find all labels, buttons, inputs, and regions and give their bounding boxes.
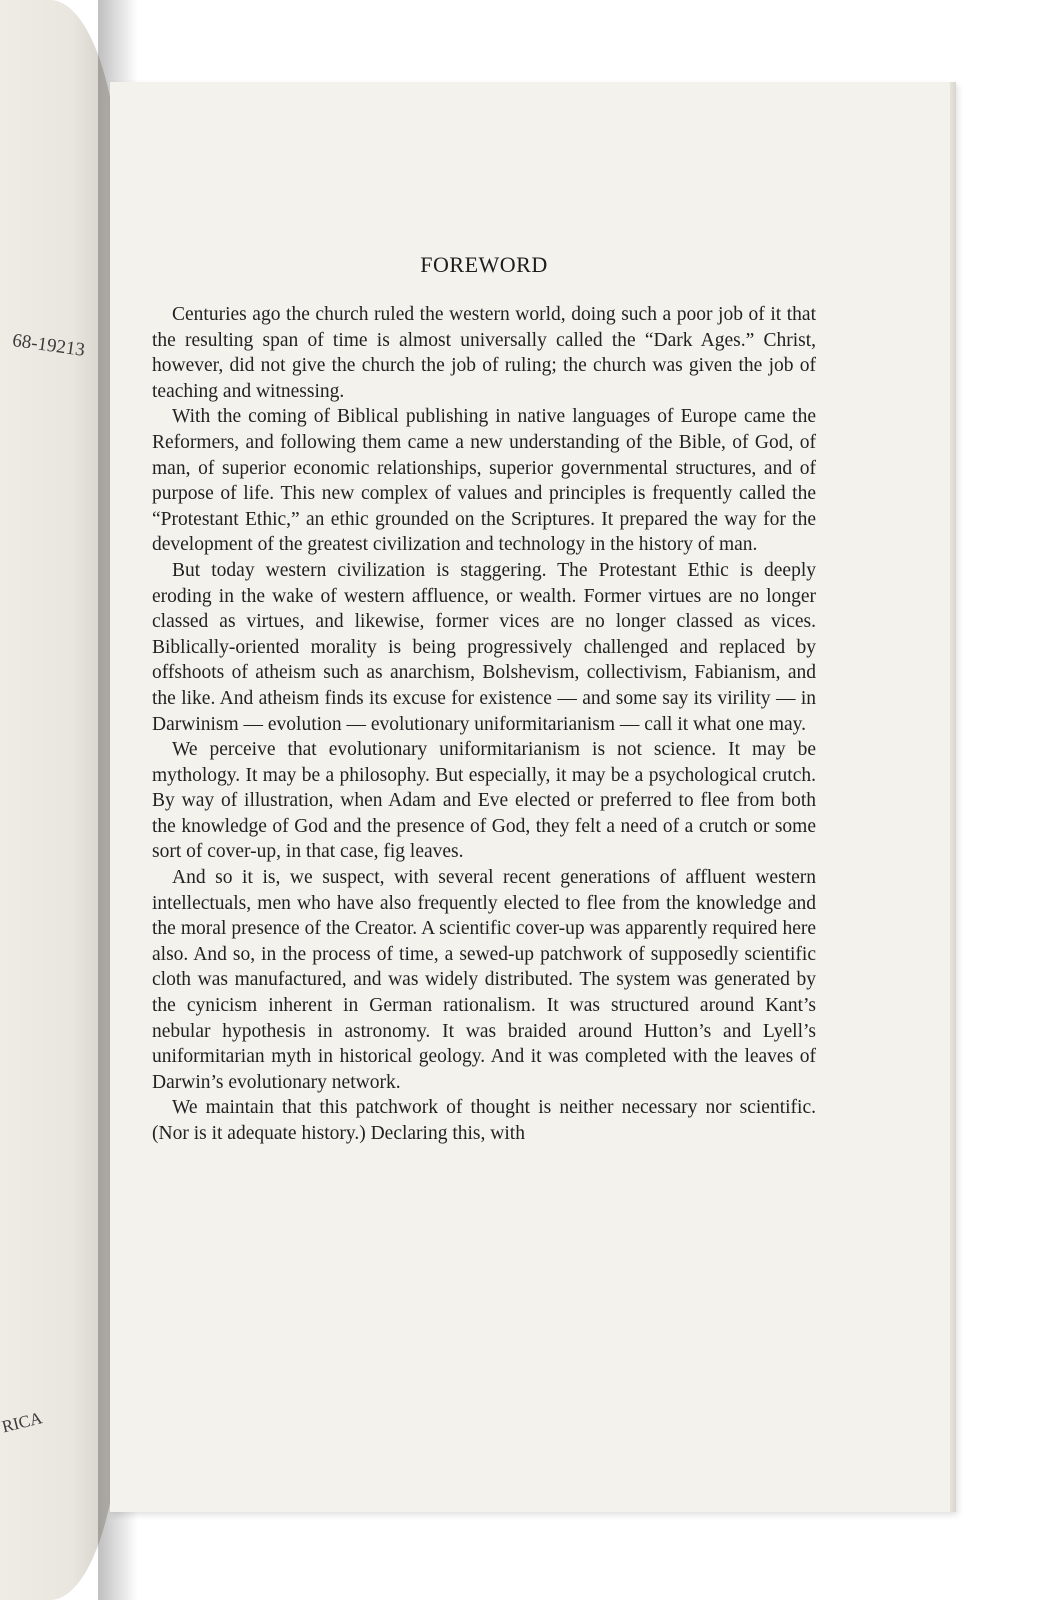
page-title: FOREWORD	[420, 252, 548, 277]
paragraph: We maintain that this patchwork of thought is neither necessary nor scientific. (Nor is it adequate history.) Declaring this, with	[152, 1097, 816, 1144]
paragraph: We perceive that evolutionary uniformitarianism is not science. It may be mythology. It may be a philosophy. But especially, it may be a psychological crutch. By way of illustration, when Adam and Eve elected or preferred to flee from both the knowledge of God and the presence of God, they felt a need of a crutch or some sort of cover-up, in that case, fig leaves.	[152, 739, 816, 863]
paragraph: With the coming of Biblical publishing in native languages of Europe came the Reformers, and following them came a new understanding of the Bible, of God, of man, of superior economic relationships, superior governmental structures, and of purpose of life. This new complex of values and principles is frequently called the “Protestant Ethic,” an ethic grounded on the Scriptures. It prepared the way for the development of the greatest civilization and technology in the history of man.	[152, 406, 816, 556]
right-page	[110, 82, 956, 1512]
paragraph: Centuries ago the church ruled the western world, doing such a poor job of it that the resulting span of time is almost universally called the “Dark Ages.” Christ, however, did not give the church the job of ruling; the church was given the job of teaching and witnessing.	[152, 304, 816, 402]
paragraph: And so it is, we suspect, with several recent generations of affluent western intellectuals, men who have also frequently elected to flee from the knowledge and the moral presence of the Creator. A scientific cover-up was apparently required here also. And so, in the process of time, a sewed-up patchwork of supposedly scientific cloth was manufactured, and was widely distributed. The system was generated by the cynicism inherent in German rationalism. It was structured around Kant’s nebular hypothesis in astronomy. It was braided around Hutton’s and Lyell’s uniformitarian myth in historical geology. And it was completed with the leaves of Darwin’s evolutionary network.	[152, 867, 816, 1093]
page-edge	[950, 82, 956, 1512]
page-content	[152, 252, 816, 1147]
paragraph: But today western civilization is staggering. The Protestant Ethic is deeply eroding in the wake of western affluence, or wealth. Former virtues are no longer classed as virtues, and likewise, former vices are no longer classed as vices. Biblically-oriented morality is being progressively challenged and replaced by offshoots of atheism such as anarchism, Bolshevism, collectivism, Fabianism, and the like. And atheism finds its excuse for existence — and some say its virility — in Darwinism — evolution — evolutionary uniformitarianism — call it what one may.	[152, 559, 816, 735]
left-page-fragment: RICA	[0, 1408, 45, 1437]
catalog-number: 68-19213	[11, 330, 87, 361]
